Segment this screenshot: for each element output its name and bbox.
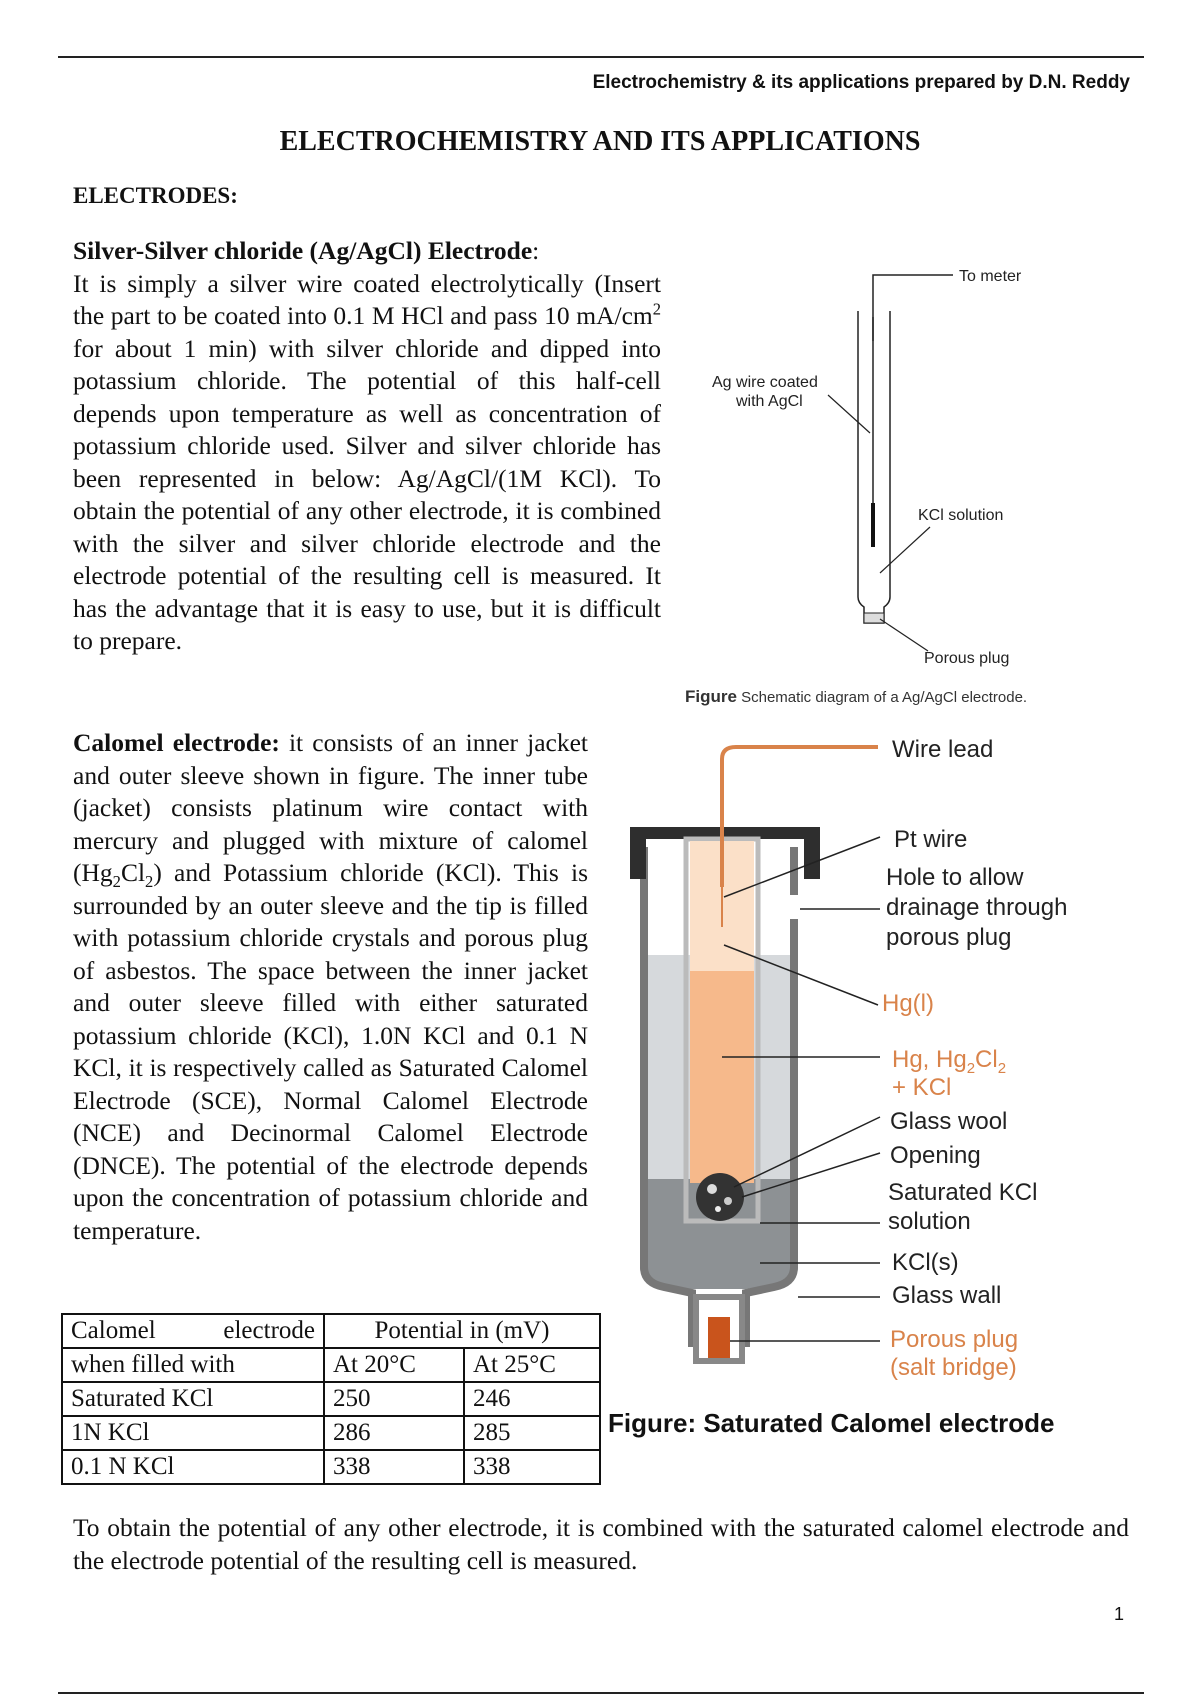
agagcl-figure-caption [685, 687, 1027, 707]
header-at-20: At 20°C [324, 1348, 464, 1382]
glass-wool-highlight-3 [715, 1206, 721, 1212]
label-hg-b: Cl [975, 1046, 998, 1073]
row-label: Saturated KCl [62, 1382, 324, 1416]
header-word-electrode: electrode [223, 1317, 315, 1344]
label-hg-a: Hg, Hg [892, 1046, 967, 1073]
label-glass-wall: Glass wall [892, 1282, 1002, 1309]
agagcl-text-1: It is simply a silver wire coated electrolytically (Insert the part to be coated into 0.1 M HCl and pass 10 mA/cm [73, 268, 661, 330]
label-kcl-solution: KCl solution [918, 507, 1004, 524]
label-hole-2: drainage through [886, 894, 1068, 921]
header-when-filled: when filled with [62, 1348, 324, 1382]
porous-plug-salt-bridge [708, 1317, 730, 1361]
row-label: 1N KCl [62, 1416, 324, 1450]
label-ag-wire-2: with AgCl [736, 393, 803, 410]
row-v25: 338 [464, 1450, 600, 1484]
agagcl-sup: 2 [652, 299, 661, 319]
glass-wool-ball [696, 1173, 744, 1221]
label-wire-lead: Wire lead [892, 736, 994, 763]
agagcl-caption-prefix: Figure [685, 687, 737, 706]
label-porous-plug: Porous plug [924, 650, 1010, 667]
label-to-meter: To meter [959, 268, 1022, 285]
calomel-paragraph [73, 727, 588, 1247]
calomel-figure-caption: Figure: Saturated Calomel electrode [608, 1408, 1055, 1438]
calomel-diagram [630, 727, 1190, 1397]
row-label: 0.1 N KCl [62, 1450, 324, 1484]
label-opening: Opening [890, 1142, 981, 1169]
agagcl-text-2: for about 1 min) with silver chloride and dipped into potassium chloride. The potential of this half-cell depends upon temperature as well as concentration of potassium chloride used. Silver and silver chloride has been represented in below: Ag/AgCl/(1M KCl). To obtain the potential of any other electrode, it is combined with the silver and silver chloride electrode and the electrode potential of the resulting cell is measured. It has the advantage that it is easy to use, but it is difficult to prepare. [73, 333, 661, 655]
table-row [62, 1416, 600, 1450]
label-porous-plug-1: Porous plug [890, 1326, 1019, 1353]
calomel-text-3: ) and Potassium chloride (KCl). This is surrounded by an outer sleeve and the tip is filled with potassium chloride crystals and porous plug of asbestos. The space between the inner jacket and outer sleeve filled with either saturated potassium chloride (KCl), 1.0N KCl and 0.1 N KCl, it is respectively called as Saturated Calomel Electrode (SCE), Normal Calomel Electrode (NCE) and Decinormal Calomel Electrode (DNCE). The potential of the electrode depends upon the concentration of potassium chloride and temperature. [73, 858, 588, 1245]
section-label: ELECTRODES: [73, 183, 238, 208]
agcl-coating [871, 503, 875, 547]
label-plus-kcl: + KCl [892, 1074, 952, 1101]
table-row [62, 1450, 600, 1484]
row-v20: 338 [324, 1450, 464, 1484]
table-header-row-1 [62, 1314, 600, 1348]
header-at-25: At 25°C [464, 1348, 600, 1382]
glass-wool-highlight-2 [724, 1197, 732, 1205]
row-v25: 246 [464, 1382, 600, 1416]
calomel-text-1: it consists of an inner jacket and outer sleeve shown in figure. The inner tube (jacket) consists platinum wire contact with mercury and plugged with mixture of calomel (Hg [73, 728, 588, 887]
final-paragraph: To obtain the potential of any other electrode, it is combined with the saturated calomel electrode and the electrode potential of the resulting cell is measured. [73, 1513, 1129, 1575]
kcl-pointer [880, 527, 930, 573]
electrode-tube [858, 311, 890, 623]
calomel-sub-2: 2 [145, 872, 154, 892]
calomel-text-2: Cl [120, 858, 146, 887]
page-title: ELECTROCHEMISTRY AND ITS APPLICATIONS [279, 126, 921, 157]
label-kcl-s: KCl(s) [892, 1249, 959, 1276]
potential-table [61, 1313, 601, 1485]
agagcl-heading: Silver-Silver chloride (Ag/AgCl) Electrode [73, 236, 533, 265]
label-porous-plug-2: (salt bridge) [890, 1354, 1017, 1381]
paste-layer [690, 971, 754, 1183]
porous-plug-pointer [880, 619, 928, 651]
table-header-row-2 [62, 1348, 600, 1382]
label-ag-wire-1: Ag wire coated [712, 374, 818, 391]
calomel-heading: Calomel electrode: [73, 728, 280, 757]
header-potential: Potential in (mV) [324, 1314, 600, 1348]
label-hg-sub: 2 [966, 1060, 976, 1077]
top-rule [58, 56, 1144, 58]
row-v20: 250 [324, 1382, 464, 1416]
label-pt-wire: Pt wire [894, 826, 968, 853]
agagcl-paragraph [73, 235, 661, 658]
label-hole-3: porous plug [886, 924, 1012, 951]
table-row [62, 1382, 600, 1416]
label-hg-hg2cl2 [892, 1046, 1006, 1077]
agagcl-diagram [680, 255, 1200, 695]
agagcl-caption-text: Schematic diagram of a Ag/AgCl electrode. [736, 689, 1028, 706]
porous-plug-shape [864, 613, 884, 623]
glass-wool-highlight-1 [707, 1184, 717, 1194]
bottom-rule [58, 1692, 1144, 1694]
label-glass-wool: Glass wool [890, 1108, 1008, 1135]
label-sat-kcl-1: Saturated KCl [888, 1179, 1038, 1206]
row-v25: 285 [464, 1416, 600, 1450]
ag-wire-pointer [828, 395, 870, 433]
label-hg-l: Hg(l) [882, 990, 934, 1017]
meter-lead-line [873, 275, 953, 341]
row-v20: 286 [324, 1416, 464, 1450]
calomel-sub-1: 2 [112, 872, 121, 892]
label-hole-1: Hole to allow [886, 864, 1024, 891]
header-word-calomel: Calomel [71, 1317, 156, 1344]
agagcl-heading-suffix: : [532, 236, 540, 265]
page-number: 1 [1113, 1604, 1124, 1624]
label-hg-sub2: 2 [997, 1060, 1007, 1077]
header-calomel-electrode [62, 1314, 324, 1348]
label-sat-kcl-2: solution [888, 1208, 971, 1235]
running-header: Electrochemistry & its applications prepared by D.N. Reddy [592, 72, 1130, 93]
